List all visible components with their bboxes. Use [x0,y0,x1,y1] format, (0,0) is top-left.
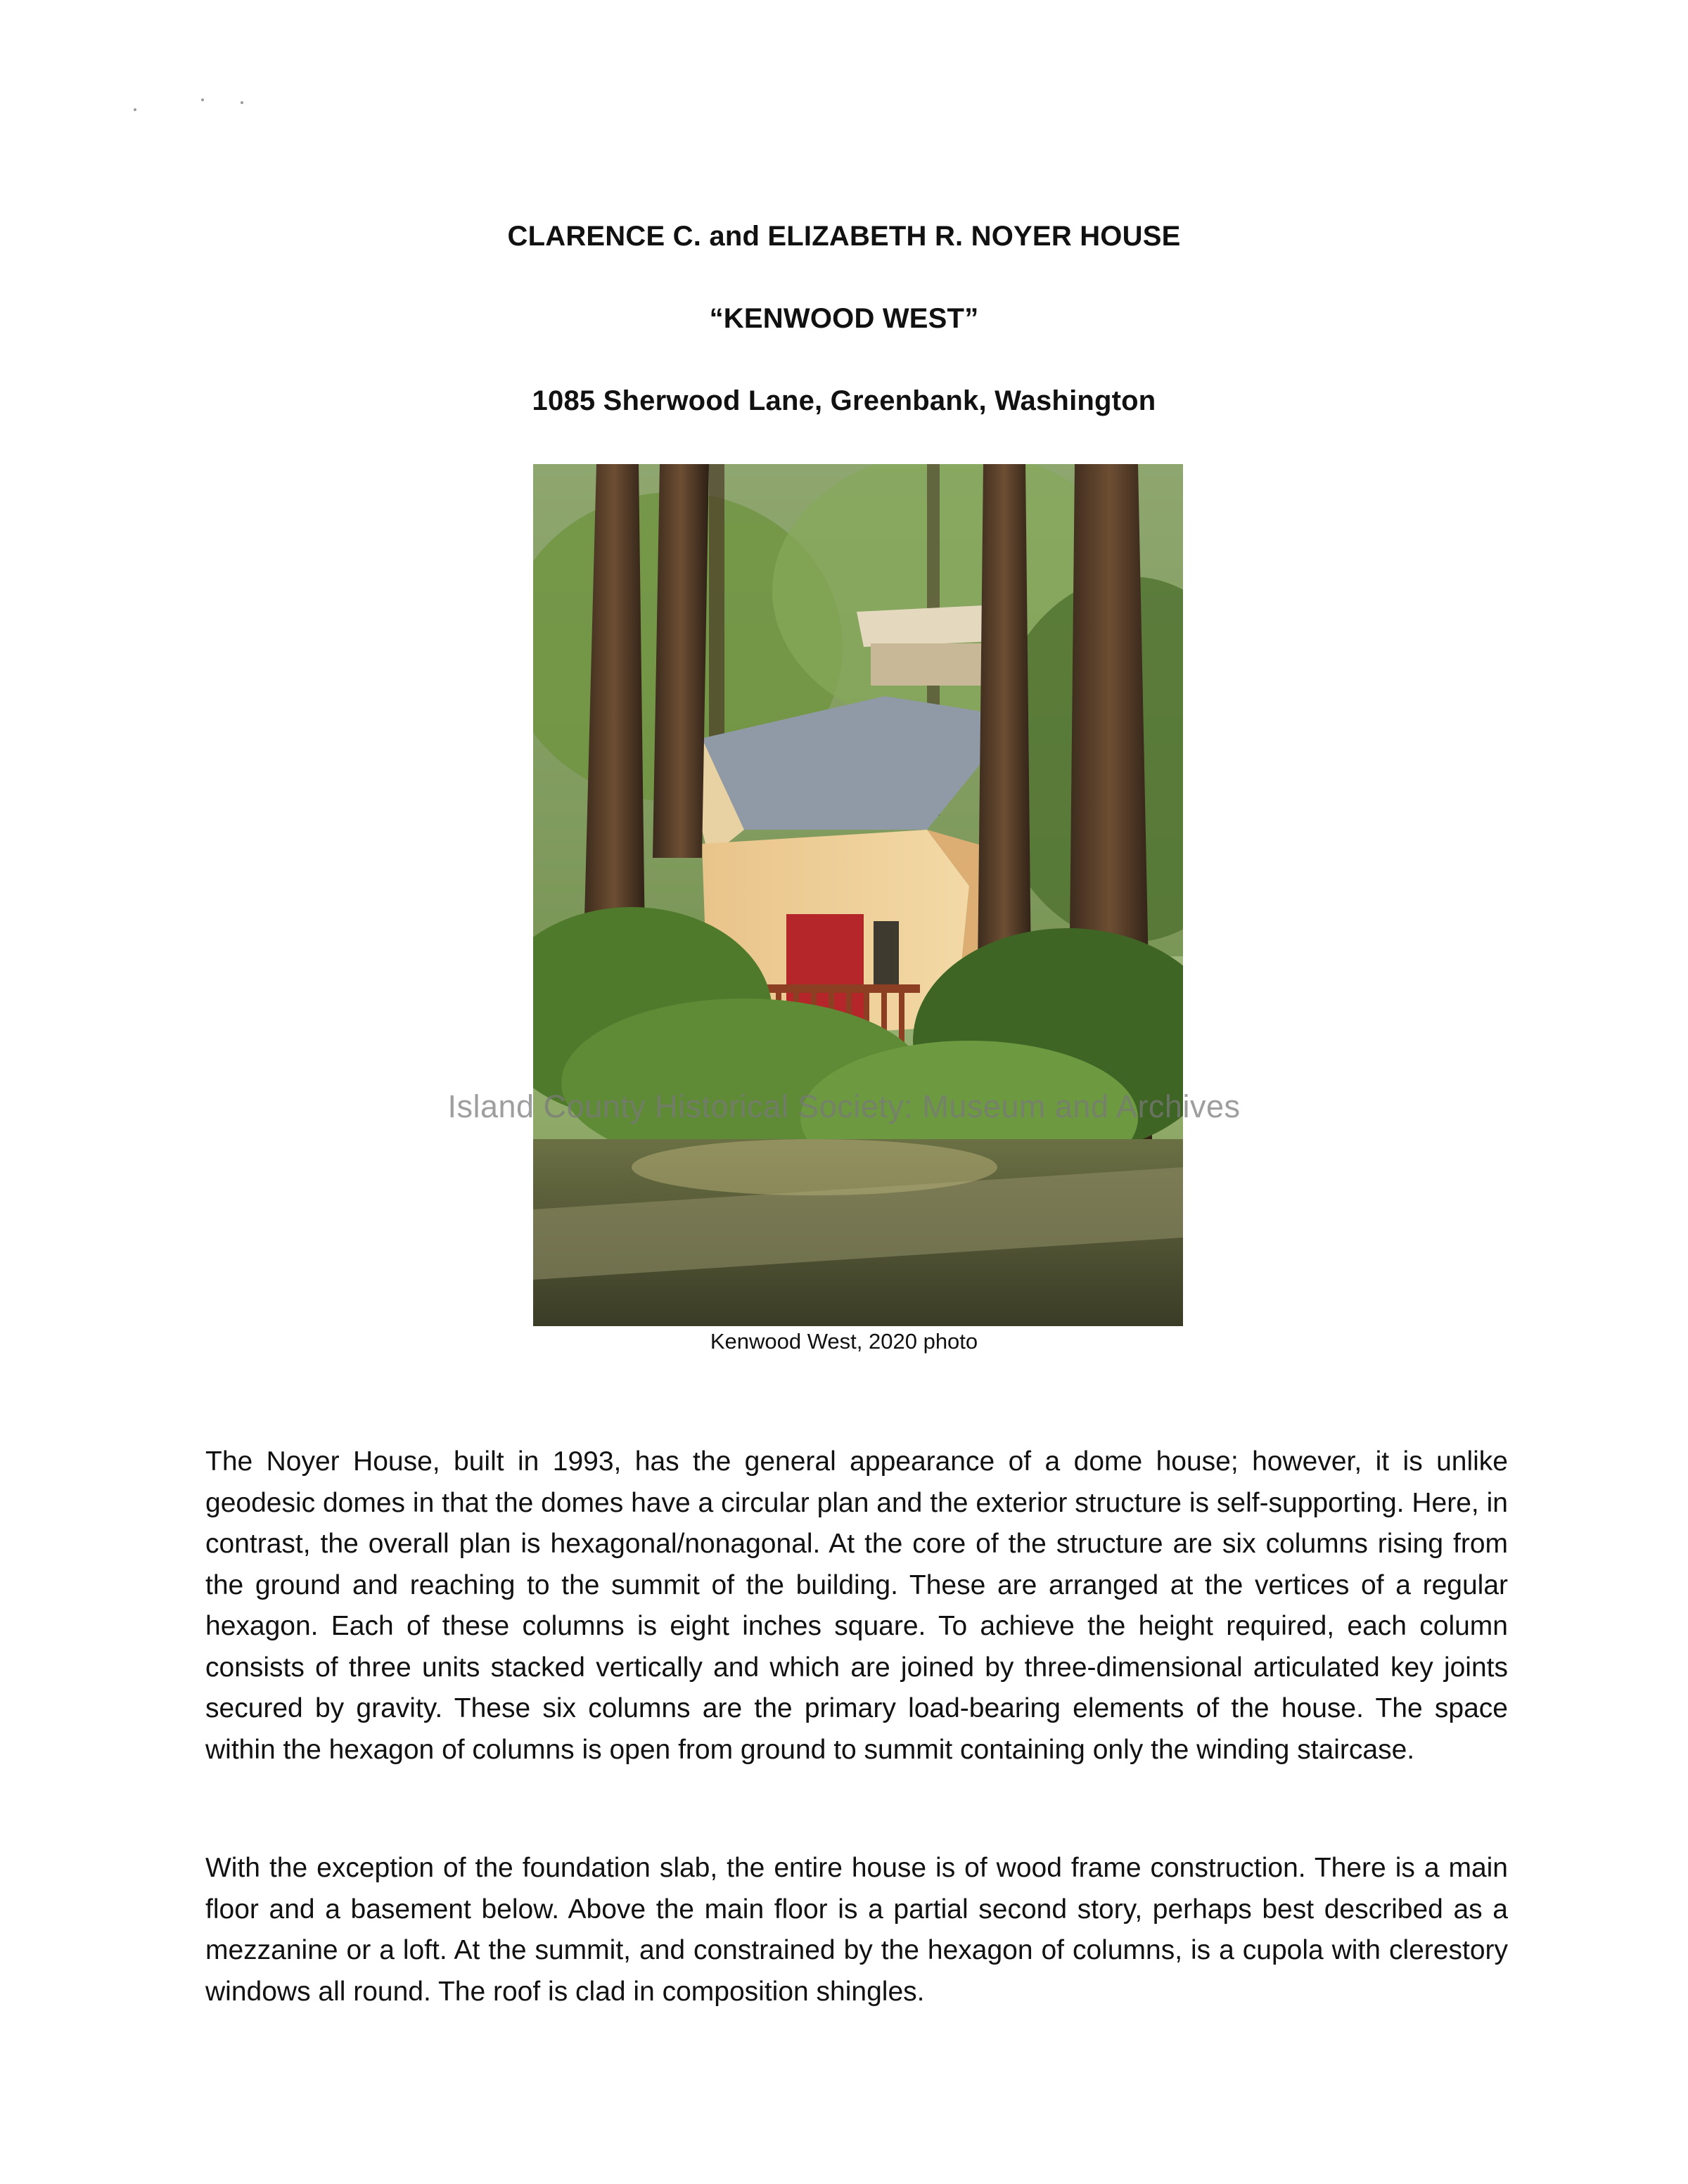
paragraph-construction: With the exception of the foundation slab, the entire house is of wood frame construction. There is a main floor and a basement below. Above the main floor is a partial second story, perhaps best described as a mezzanine or a loft. At the summit, and constrained by the hexagon of columns, is a cupola with clerestory windows all round. The roof is clad in composition shingles. [205,1853,1508,2007]
archive-watermark: Island County Historical Society: Museum and Archives [447,1088,1241,1124]
house-photo [533,464,1183,1326]
house-name: “KENWOOD WEST” [709,303,979,334]
document-title: CLARENCE C. and ELIZABETH R. NOYER HOUSE [507,221,1181,252]
scan-specks [134,98,260,113]
paragraph-structure: The Noyer House, built in 1993, has the general appearance of a dome house; however, it is unlike geodesic domes in that the domes have a circular plan and the exterior structure is self-supporting. Here, in contrast, the overall plan is hexagonal/nonagonal. At the core of the structure are six columns rising from the ground and reaching to the summit of the building. These are arranged at the vertices of a regular hexagon. Each of these columns is eight inches square. To achieve the height required, each column consists of three units stacked vertically and which are joined by three-dimensional articulated key joints secured by gravity. These six columns are the primary load-bearing elements of the house. The space within the hexagon of columns is open from ground to summit containing only the winding staircase. [205,1446,1508,1765]
photo-caption: Kenwood West, 2020 photo [710,1329,978,1354]
house-address: 1085 Sherwood Lane, Greenbank, Washington [532,385,1156,416]
